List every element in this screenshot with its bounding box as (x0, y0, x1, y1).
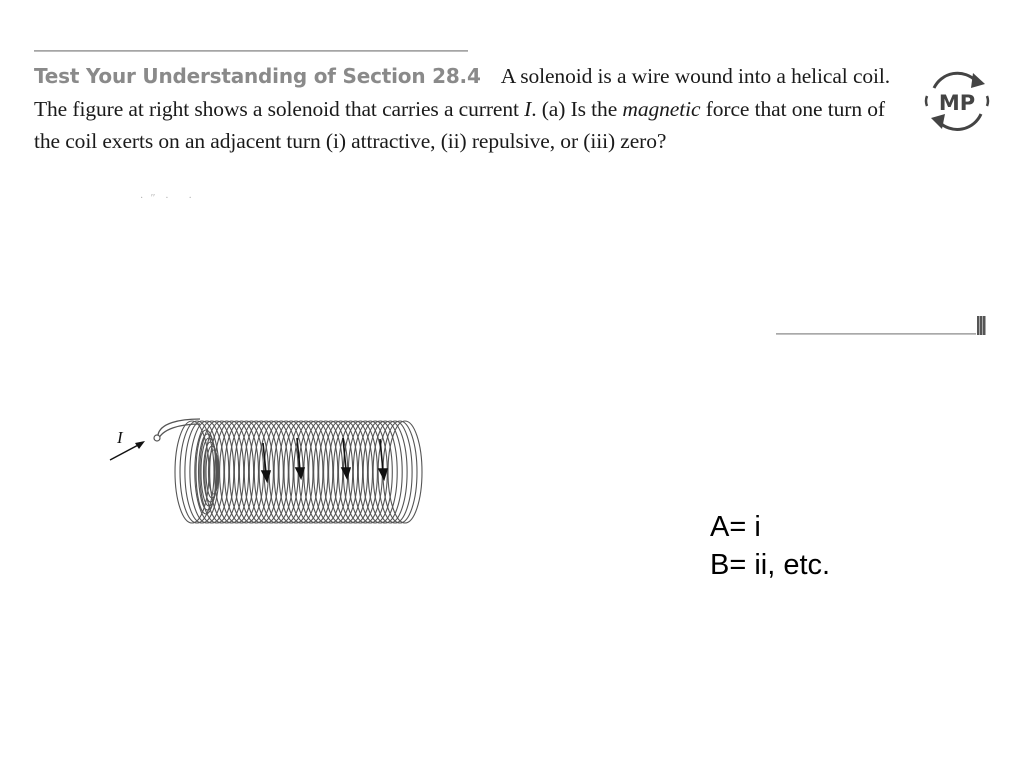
answer-key-line-2: B= ii, etc. (710, 549, 831, 581)
top-divider (34, 50, 468, 52)
answer-key-line-1: A= i (710, 511, 761, 543)
mp-badge-label: MP (938, 91, 976, 115)
question-text-2: . (a) Is the (531, 96, 623, 121)
emphasis-word: magnetic (622, 96, 701, 121)
solenoid-figure (100, 405, 430, 535)
question-text-3: force that one turn of the coil exerts on an adjacent turn (i) attractive, (ii) repulsive, or (iii) zero? (34, 96, 885, 153)
section-end-divider (776, 333, 976, 335)
section-heading: Test Your Understanding of Section 28.4 (34, 64, 481, 88)
section-end-mark (977, 316, 986, 335)
current-symbol: I (524, 96, 532, 121)
question-paragraph (34, 60, 914, 158)
question-text-1: A solenoid is a wire wound into a helical coil. The figure at right shows a solenoid that carries a current (34, 64, 891, 121)
current-label: I (117, 428, 123, 447)
current-arrowhead (135, 441, 145, 449)
answer-key (710, 508, 830, 584)
mp-cycle-icon (924, 68, 990, 134)
scan-specks: · ′′ · · (140, 193, 192, 204)
